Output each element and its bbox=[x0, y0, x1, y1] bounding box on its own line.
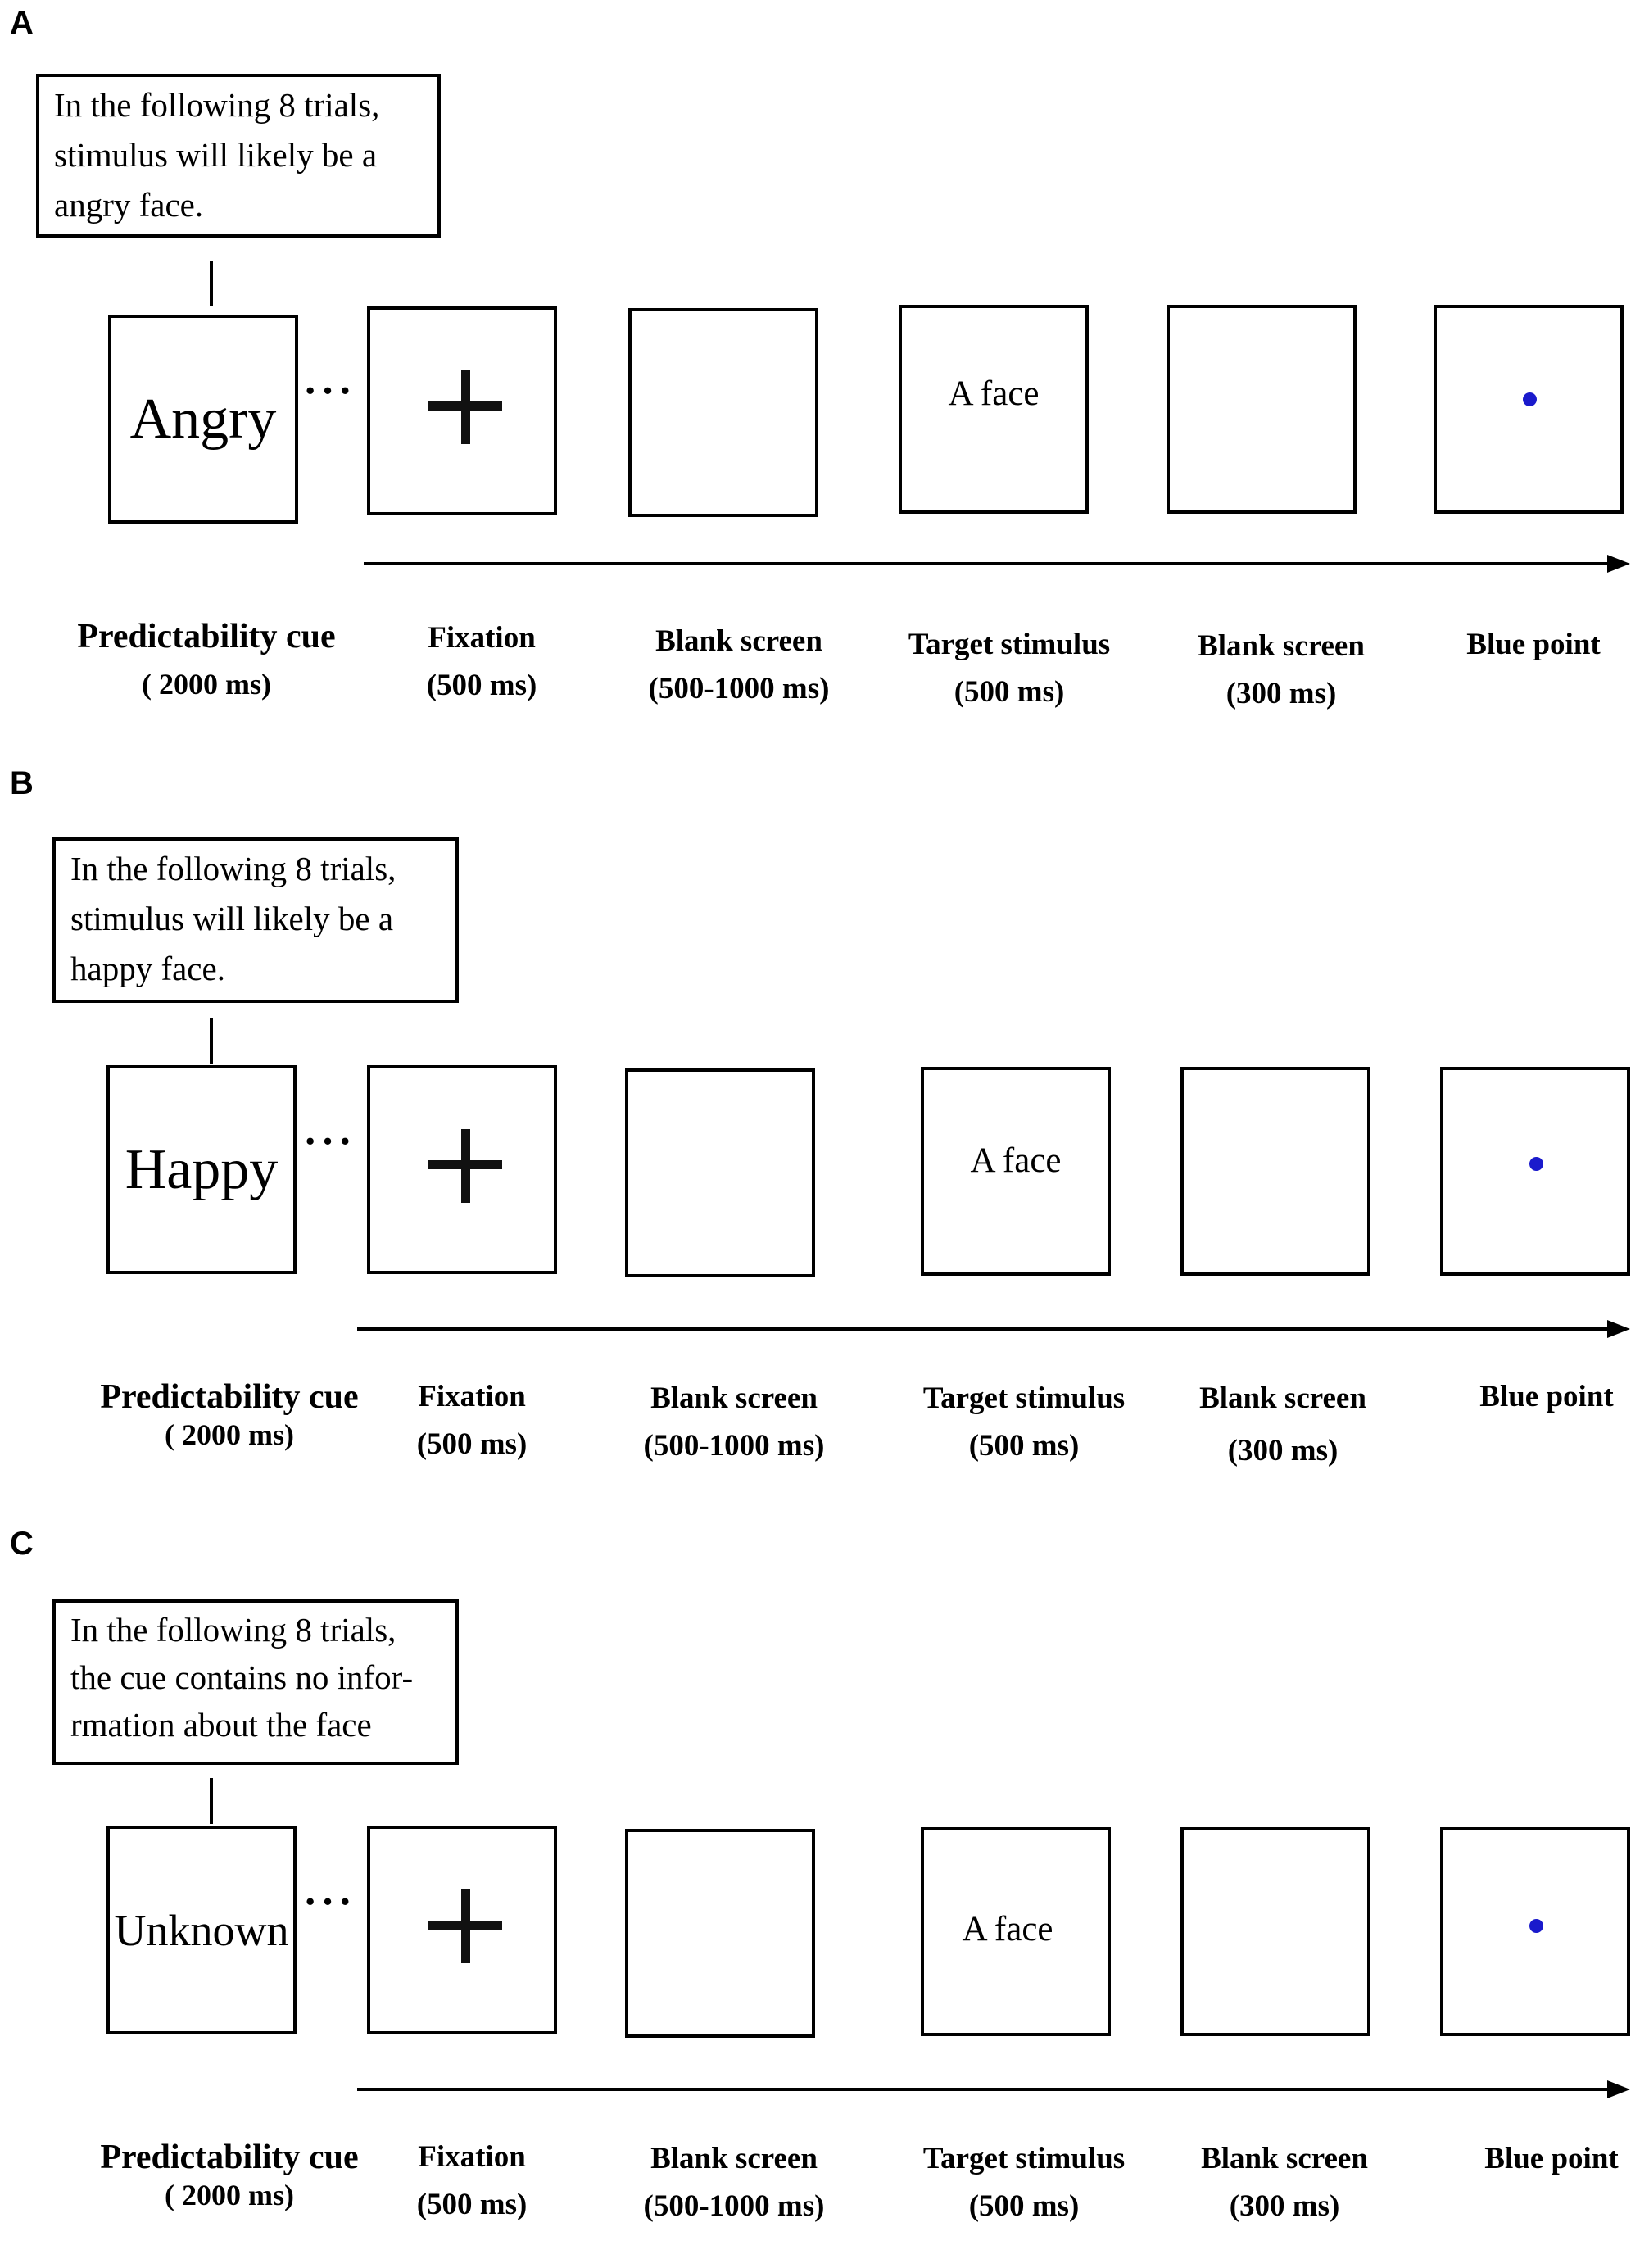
label-fixation: Fixation (500 ms) bbox=[416, 1380, 528, 1461]
arrow-head-icon bbox=[1607, 555, 1630, 573]
label-fixation: Fixation (500 ms) bbox=[426, 621, 537, 702]
target-frame bbox=[921, 1067, 1111, 1276]
cue-word: Happy bbox=[125, 1137, 279, 1201]
blue-point-frame bbox=[1434, 305, 1624, 514]
blue-point-frame bbox=[1440, 1067, 1630, 1276]
blank-frame-1 bbox=[625, 1068, 815, 1277]
label-target-stimulus: Target stimulus (500 ms) bbox=[922, 1381, 1126, 1463]
instruction-line: In the following 8 trials, bbox=[70, 850, 396, 887]
label-blue-point: Blue point bbox=[1484, 2142, 1619, 2175]
instruction-box bbox=[36, 74, 441, 238]
arrow-head-icon bbox=[1607, 2080, 1630, 2098]
connector-line bbox=[210, 1018, 213, 1064]
fixation-cross-icon bbox=[461, 1889, 470, 1963]
time-axis bbox=[364, 562, 1614, 565]
panel-letter: A bbox=[10, 5, 34, 41]
panel-letter: B bbox=[10, 765, 34, 801]
cue-frame bbox=[106, 1826, 297, 2034]
fixation-cross-icon bbox=[461, 1129, 470, 1203]
fixation-frame bbox=[367, 1826, 557, 2034]
instruction-line: the cue contains no infor- bbox=[70, 1658, 414, 1696]
blue-dot-icon bbox=[1529, 1919, 1543, 1933]
connector-line bbox=[210, 261, 213, 306]
cue-frame bbox=[106, 1065, 297, 1274]
label-predictability-cue: Predictability cue ( 2000 ms) bbox=[100, 2139, 359, 2211]
blank-frame-1 bbox=[625, 1829, 815, 2038]
label-predictability-cue: Predictability cue ( 2000 ms) bbox=[100, 1378, 359, 1451]
label-target-stimulus: Target stimulus (500 ms) bbox=[908, 628, 1111, 709]
fixation-frame bbox=[367, 306, 557, 515]
target-stimulus-text: A face bbox=[970, 1141, 1062, 1180]
fixation-cross-icon bbox=[461, 370, 470, 444]
instruction-line: rmation about the face bbox=[70, 1706, 372, 1744]
blank-frame-2 bbox=[1180, 1067, 1370, 1276]
label-blank-screen-2: Blank screen (300 ms) bbox=[1199, 1381, 1366, 1467]
time-axis bbox=[357, 1327, 1610, 1331]
instruction-line: stimulus will likely be a bbox=[54, 136, 378, 174]
panel-a bbox=[0, 0, 1649, 747]
label-blank-screen-1: Blank screen (500-1000 ms) bbox=[648, 624, 830, 705]
instruction-line: In the following 8 trials, bbox=[70, 1611, 396, 1649]
label-blank-screen-2: Blank screen (300 ms) bbox=[1201, 2142, 1368, 2223]
ellipsis: ··· bbox=[303, 1118, 356, 1165]
connector-line bbox=[210, 1778, 213, 1824]
blank-frame-1 bbox=[628, 308, 818, 517]
label-blank-screen-1: Blank screen (500-1000 ms) bbox=[643, 2142, 825, 2223]
target-stimulus-text: A face bbox=[948, 374, 1040, 413]
label-target-stimulus: Target stimulus (500 ms) bbox=[922, 2142, 1126, 2223]
cue-frame bbox=[108, 315, 298, 524]
blank-frame-2 bbox=[1167, 305, 1357, 514]
ellipsis: ··· bbox=[303, 368, 356, 415]
instruction-box bbox=[52, 837, 459, 1003]
label-fixation: Fixation (500 ms) bbox=[416, 2140, 528, 2221]
blue-point-frame bbox=[1440, 1827, 1630, 2036]
ellipsis: ··· bbox=[303, 1879, 356, 1926]
instruction-line: In the following 8 trials, bbox=[54, 86, 380, 124]
instruction-line: stimulus will likely be a bbox=[70, 900, 394, 937]
instruction-line: happy face. bbox=[70, 950, 225, 987]
label-blue-point: Blue point bbox=[1466, 628, 1601, 661]
cue-word: Unknown bbox=[114, 1905, 289, 1955]
instruction-box bbox=[52, 1599, 459, 1765]
time-axis bbox=[357, 2088, 1610, 2091]
target-frame bbox=[921, 1827, 1111, 2036]
target-stimulus-text: A face bbox=[962, 1910, 1053, 1948]
fixation-frame bbox=[367, 1065, 557, 1274]
blue-dot-icon bbox=[1523, 392, 1537, 406]
label-blank-screen-2: Blank screen (300 ms) bbox=[1198, 629, 1365, 710]
panel-c bbox=[0, 1521, 1649, 2268]
arrow-head-icon bbox=[1607, 1320, 1630, 1338]
panel-letter: C bbox=[10, 1526, 34, 1562]
cue-word: Angry bbox=[129, 387, 277, 451]
blank-frame-2 bbox=[1180, 1827, 1370, 2036]
label-blue-point: Blue point bbox=[1479, 1380, 1614, 1413]
instruction-line: angry face. bbox=[54, 186, 204, 224]
blue-dot-icon bbox=[1529, 1157, 1543, 1171]
label-blank-screen-1: Blank screen (500-1000 ms) bbox=[643, 1381, 825, 1463]
target-frame bbox=[899, 305, 1089, 514]
label-predictability-cue: Predictability cue ( 2000 ms) bbox=[77, 618, 336, 701]
panel-b bbox=[0, 760, 1649, 1508]
